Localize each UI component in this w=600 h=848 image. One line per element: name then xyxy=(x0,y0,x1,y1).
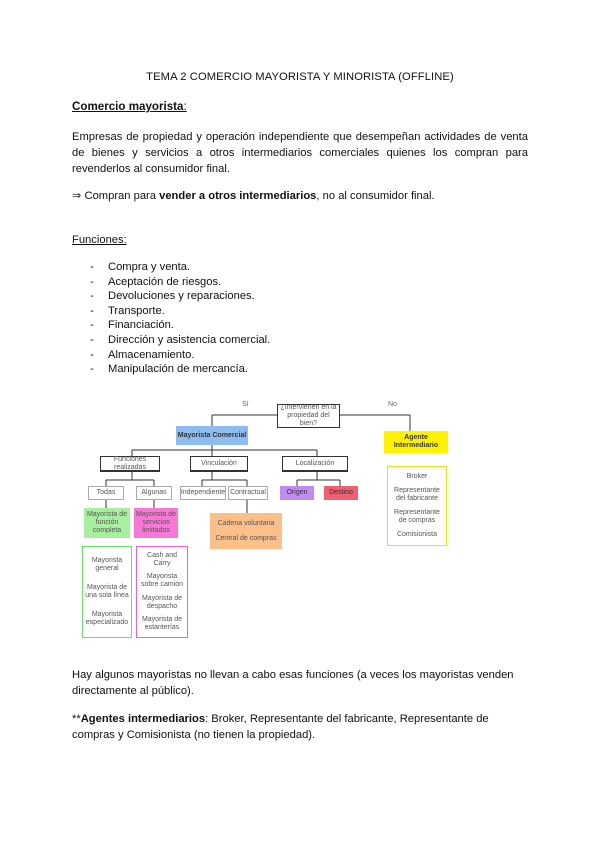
limited-types-box: Cash and Carry Mayorista sobre camión Mayorista de despacho Mayorista de estanterías xyxy=(136,546,188,638)
yes-label: Sí xyxy=(242,401,249,408)
functions-list xyxy=(72,260,270,377)
section-heading: Comercio mayorista: xyxy=(72,100,187,113)
full-function-types-box: Mayorista general Mayorista de una sola línea Mayorista especializado xyxy=(82,546,132,638)
agent-box: Agente Intermediario xyxy=(384,431,448,453)
no-label: No xyxy=(388,401,397,408)
summary-paragraph: ⇒ Compran para vender a otros intermediarios, no al consumidor final. xyxy=(72,190,435,202)
question-box: ¿Intervienen en la propiedad del bien? xyxy=(277,404,340,428)
origin-box: Origen xyxy=(280,486,314,500)
location-box: Localización xyxy=(282,456,348,472)
all-box: Todas xyxy=(88,486,124,500)
arrow-icon: ⇒ xyxy=(72,190,82,202)
list-item: - Manipulación de mercancía. xyxy=(90,363,248,376)
list-item: - Almacenamiento. xyxy=(90,348,195,361)
definition-paragraph: Empresas de propiedad y operación independiente que desempeñan actividades de venta de bienes y servicios a otros intermediarios comerciales quienes los compran para revenderlos al consumidor final. xyxy=(72,131,528,175)
list-item: - Financiación. xyxy=(90,319,174,332)
wholesaler-box: Mayorista Comercial xyxy=(176,426,248,445)
full-function-box: Mayorista de función completa xyxy=(84,508,130,538)
note-paragraph: Hay algunos mayoristas no llevan a cabo esas funciones (a veces los mayoristas venden directamente al público). xyxy=(72,669,514,697)
list-item: - Dirección y asistencia comercial. xyxy=(90,333,271,346)
limited-service-box: Mayorista de servicios limitados xyxy=(134,508,178,538)
agent-types-box: Broker Representante del fabricante Representante de compras Comisionista xyxy=(387,466,447,546)
independent-box: Independiente xyxy=(180,486,226,500)
classification-diagram xyxy=(72,393,482,643)
destination-box: Destino xyxy=(324,486,358,500)
list-item: - Compra y venta. xyxy=(90,261,191,273)
linkage-box: Vinculación xyxy=(190,456,248,472)
some-box: Algunas xyxy=(136,486,172,500)
document-title: TEMA 2 COMERCIO MAYORISTA Y MINORISTA (OFFLINE) xyxy=(146,71,454,83)
contractual-box: Contractual xyxy=(228,486,268,500)
list-item: - Devoluciones y reparaciones. xyxy=(90,290,255,303)
list-item: - Transporte. xyxy=(90,304,165,317)
list-item: - Aceptación de riesgos. xyxy=(90,275,222,288)
functions-heading: Funciones: xyxy=(72,234,127,246)
functions-box: Funciones realizadas xyxy=(100,456,160,472)
agents-paragraph: **Agentes intermediarios: Broker, Representante del fabricante, Representante de compras y Comisionista (no tienen la propiedad). xyxy=(72,713,489,741)
contractual-types-box: Cadena voluntaria Central de compras xyxy=(210,513,282,549)
